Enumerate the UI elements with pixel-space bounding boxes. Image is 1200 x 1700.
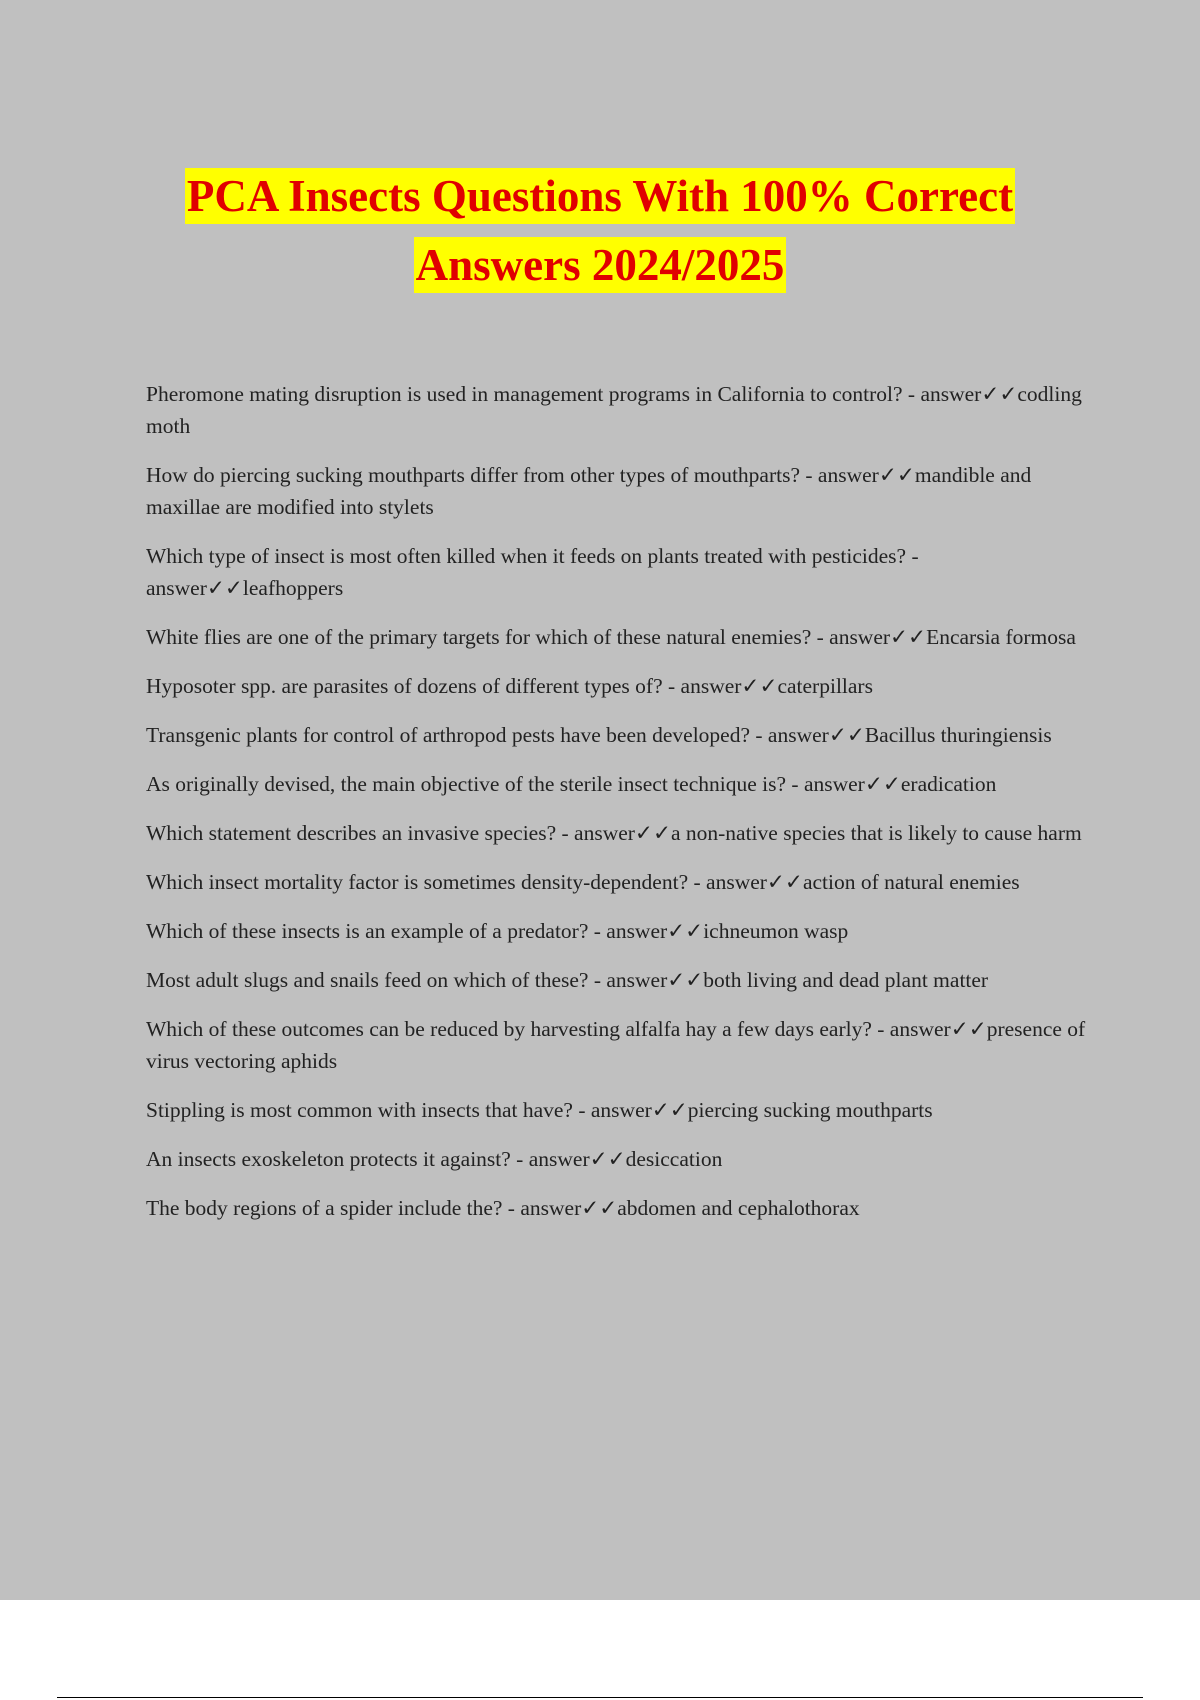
title-line-1: PCA Insects Questions With 100% Correct <box>185 168 1015 224</box>
qa-item-7: As originally devised, the main objective of the sterile insect technique is? - answer✓✓eradication <box>146 772 997 796</box>
qa-item-6: Transgenic plants for control of arthropod pests have been developed? - answer✓✓Bacillus thuringiensis <box>146 723 1052 747</box>
question-list <box>146 378 1096 1241</box>
title-line-2: Answers 2024/2025 <box>414 237 787 293</box>
qa-item-1: Pheromone mating disruption is used in management programs in California to control? - answer✓✓codling moth <box>146 382 1082 438</box>
qa-item-12: Which of these outcomes can be reduced by harvesting alfalfa hay a few days early? - answer✓✓presence of virus vectoring aphids <box>146 1017 1086 1073</box>
qa-item-8: Which statement describes an invasive species? - answer✓✓a non-native species that is likely to cause harm <box>146 821 1082 845</box>
qa-item-14: An insects exoskeleton protects it against? - answer✓✓desiccation <box>146 1147 723 1171</box>
footer-divider <box>57 1697 1143 1698</box>
qa-item-15: The body regions of a spider include the? - answer✓✓abdomen and cephalothorax <box>146 1196 860 1220</box>
qa-item-11: Most adult slugs and snails feed on which of these? - answer✓✓both living and dead plant matter <box>146 968 989 992</box>
qa-item-10: Which of these insects is an example of a predator? - answer✓✓ichneumon wasp <box>146 919 849 943</box>
qa-item-4: White flies are one of the primary targets for which of these natural enemies? - answer✓✓Encarsia formosa <box>146 625 1076 649</box>
page-title <box>0 168 1200 306</box>
qa-item-13: Stippling is most common with insects that have? - answer✓✓piercing sucking mouthparts <box>146 1098 933 1122</box>
qa-item-5: Hyposoter spp. are parasites of dozens of different types of? - answer✓✓caterpillars <box>146 674 873 698</box>
qa-item-9: Which insect mortality factor is sometimes density-dependent? - answer✓✓action of natural enemies <box>146 870 1020 894</box>
qa-item-2: How do piercing sucking mouthparts differ from other types of mouthparts? - answer✓✓mandible and maxillae are modified into stylets <box>146 463 1032 519</box>
qa-item-3: Which type of insect is most often killed when it feeds on plants treated with pesticides? - answer✓✓leafhoppers <box>146 544 919 600</box>
